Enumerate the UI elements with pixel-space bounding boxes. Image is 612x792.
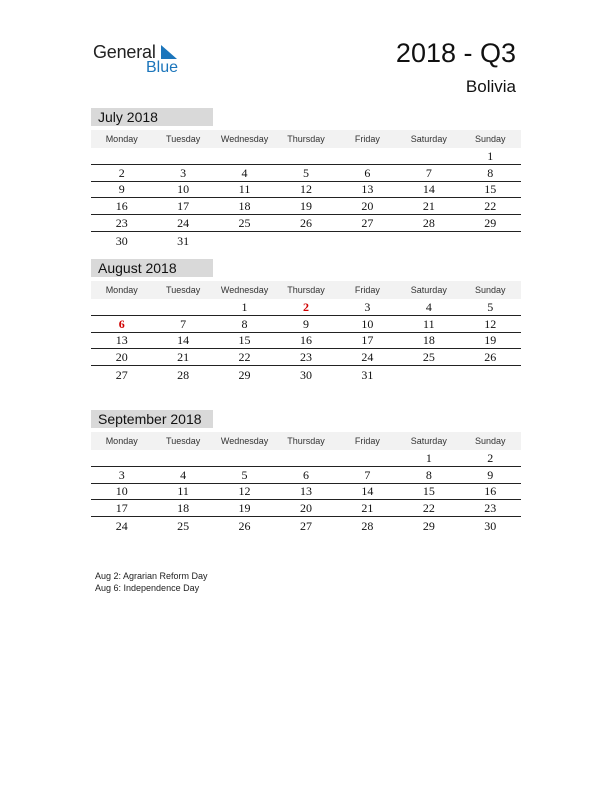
day-cell: 27: [115, 367, 128, 382]
day-cell: 25: [422, 350, 435, 365]
day-cell: 15: [484, 182, 497, 197]
weekday-label: Thursday: [287, 285, 325, 295]
day-cell: 13: [115, 333, 128, 348]
weekday-label: Sunday: [474, 436, 506, 446]
day-cell: 26: [299, 215, 312, 230]
day-cell: 20: [115, 350, 128, 365]
weekday-label: Sunday: [474, 134, 506, 144]
holiday-note: Aug 2: Agrarian Reform Day: [95, 571, 208, 581]
day-cell: 2: [118, 165, 125, 180]
weekday-label: Tuesday: [166, 134, 201, 144]
month-title: September 2018: [91, 410, 213, 428]
weekday-label: Saturday: [410, 285, 447, 295]
day-cell: 11: [238, 182, 251, 197]
weekday-header-row: [91, 130, 521, 148]
week-row: [91, 500, 521, 517]
week-row: [91, 232, 521, 249]
day-cell: 17: [177, 199, 190, 214]
day-cell: 19: [238, 501, 251, 516]
day-cell: 13: [299, 484, 312, 499]
day-cell: 29: [484, 215, 497, 230]
day-cell: 13: [361, 182, 374, 197]
weekday-label: Thursday: [287, 134, 325, 144]
weekday-label: Monday: [105, 134, 138, 144]
day-cell: 21: [422, 199, 435, 214]
logo-triangle-icon: [161, 45, 177, 59]
week-row: [91, 215, 521, 232]
day-cell: 18: [238, 199, 251, 214]
day-cell: 4: [425, 299, 432, 314]
weekday-label: Wednesday: [220, 134, 269, 144]
weekday-label: Saturday: [410, 436, 447, 446]
logo-text-general: General: [93, 42, 156, 62]
weekday-label: Thursday: [287, 436, 325, 446]
day-cell: 7: [364, 467, 371, 482]
day-cell: 23: [299, 350, 312, 365]
day-cell: 31: [361, 367, 374, 382]
day-cell: 24: [115, 518, 128, 533]
day-cell: 1: [241, 299, 248, 314]
day-cell: 15: [238, 333, 251, 348]
weekday-label: Saturday: [410, 134, 447, 144]
weekday-header-row: [91, 432, 521, 450]
day-cell: 16: [484, 484, 497, 499]
day-cell: 4: [180, 467, 187, 482]
day-cell: 25: [238, 215, 251, 230]
day-cell: 2: [302, 299, 309, 314]
day-cell: 6: [118, 316, 125, 331]
weekday-label: Tuesday: [166, 436, 201, 446]
day-cell: 24: [361, 350, 374, 365]
day-cell: 6: [364, 165, 371, 180]
day-cell: 29: [238, 367, 251, 382]
day-cell: 28: [422, 215, 435, 230]
weekday-label: Wednesday: [220, 436, 269, 446]
month-grid: [91, 281, 521, 383]
day-cell: 2: [487, 450, 494, 465]
weekday-label: Friday: [354, 285, 380, 295]
month-august: [91, 259, 521, 383]
day-cell: 22: [238, 350, 251, 365]
day-cell: 5: [241, 467, 248, 482]
day-cell: 30: [299, 367, 312, 382]
day-cell: 20: [299, 501, 312, 516]
day-cell: 12: [238, 484, 251, 499]
day-cell: 7: [180, 316, 187, 331]
day-cell: 8: [425, 467, 432, 482]
week-row: [91, 198, 521, 215]
day-cell: 27: [361, 215, 374, 230]
week-row: [91, 182, 521, 199]
weekday-label: Friday: [354, 436, 380, 446]
weekday-label: Wednesday: [220, 285, 269, 295]
day-cell: 18: [422, 333, 435, 348]
day-cell: 4: [241, 165, 248, 180]
day-cell: 5: [487, 299, 494, 314]
day-cell: 19: [299, 199, 312, 214]
day-cell: 15: [422, 484, 435, 499]
week-row: [91, 349, 521, 366]
weekday-label: Monday: [105, 285, 138, 295]
page-title: 2018 - Q3: [395, 38, 516, 68]
day-cell: 16: [299, 333, 312, 348]
day-cell: 1: [487, 148, 494, 163]
day-cell: 10: [177, 182, 190, 197]
day-cell: 9: [118, 182, 125, 197]
day-cell: 27: [299, 518, 312, 533]
day-cell: 30: [115, 233, 128, 248]
day-cell: 14: [422, 182, 435, 197]
day-cell: 11: [177, 484, 189, 499]
week-row: [91, 467, 521, 484]
week-row: [91, 366, 521, 383]
day-cell: 26: [484, 350, 497, 365]
month-title: July 2018: [91, 108, 213, 126]
day-cell: 17: [115, 501, 128, 516]
day-cell: 29: [422, 518, 435, 533]
weekday-label: Friday: [354, 134, 380, 144]
day-cell: 3: [364, 299, 371, 314]
day-cell: 9: [302, 316, 309, 331]
week-row: [91, 165, 521, 182]
holiday-notes: [95, 570, 208, 594]
day-cell: 8: [487, 165, 494, 180]
day-cell: 1: [425, 450, 432, 465]
week-row: [91, 517, 521, 534]
day-cell: 22: [422, 501, 435, 516]
day-cell: 28: [361, 518, 374, 533]
day-cell: 3: [180, 165, 187, 180]
day-cell: 18: [177, 501, 190, 516]
country-name: Bolivia: [465, 77, 516, 96]
day-cell: 31: [177, 233, 190, 248]
day-cell: 5: [302, 165, 309, 180]
day-cell: 21: [177, 350, 190, 365]
day-cell: 8: [241, 316, 248, 331]
day-cell: 12: [299, 182, 312, 197]
day-cell: 10: [361, 316, 374, 331]
holiday-note: Aug 6: Independence Day: [95, 583, 200, 593]
day-cell: 22: [484, 199, 497, 214]
day-cell: 14: [177, 333, 190, 348]
day-cell: 17: [361, 333, 374, 348]
week-row: [91, 299, 521, 316]
weekday-header-row: [91, 281, 521, 299]
day-cell: 7: [425, 165, 432, 180]
week-row: [91, 450, 521, 467]
weekday-label: Sunday: [474, 285, 506, 295]
month-grid: [91, 130, 521, 249]
weekday-label: Monday: [105, 436, 138, 446]
day-cell: 10: [115, 484, 128, 499]
day-cell: 3: [118, 467, 125, 482]
week-row: [91, 148, 521, 165]
week-row: [91, 333, 521, 350]
day-cell: 19: [484, 333, 497, 348]
month-july: [91, 108, 521, 249]
day-cell: 20: [361, 199, 374, 214]
day-cell: 9: [487, 467, 494, 482]
day-cell: 6: [302, 467, 309, 482]
day-cell: 12: [484, 316, 497, 331]
day-cell: 14: [361, 484, 374, 499]
day-cell: 30: [484, 518, 497, 533]
logo-text-blue: Blue: [146, 59, 179, 76]
day-cell: 23: [484, 501, 497, 516]
weekday-label: Tuesday: [166, 285, 201, 295]
day-cell: 11: [423, 316, 435, 331]
day-cell: 16: [115, 199, 128, 214]
day-cell: 26: [238, 518, 251, 533]
week-row: [91, 316, 521, 333]
day-cell: 23: [115, 215, 128, 230]
day-cell: 21: [361, 501, 374, 516]
day-cell: 25: [177, 518, 190, 533]
month-september: [91, 410, 521, 534]
month-title: August 2018: [91, 259, 213, 277]
generalblue-logo: [93, 40, 193, 80]
day-cell: 24: [177, 215, 190, 230]
day-cell: 28: [177, 367, 190, 382]
week-row: [91, 484, 521, 501]
month-grid: [91, 432, 521, 534]
